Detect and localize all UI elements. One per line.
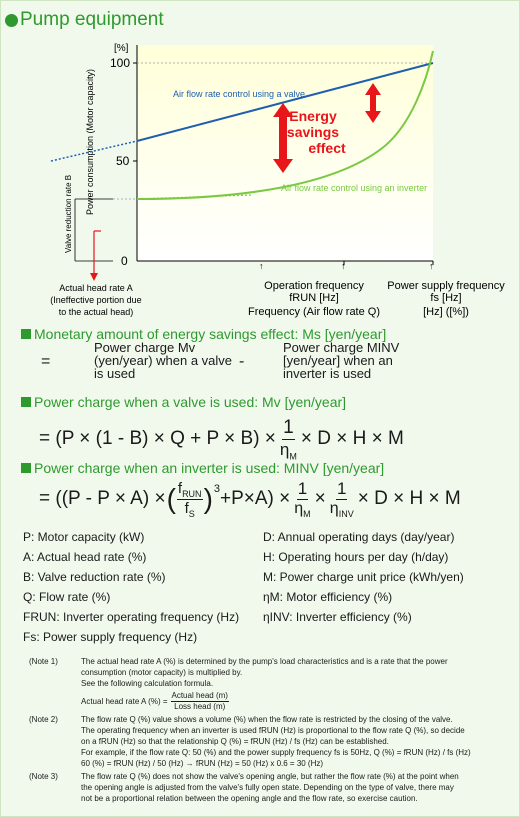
legend-d: D: Annual operating days (day/year) [263,530,455,544]
head-rate-label-1: Actual head rate A [59,283,133,293]
note2-line4: For example, if the flow rate Q: 50 (%) and the power supply frequency fs is 50Hz, Q (%) = fRUN (Hz) / fs (Hz) [81,748,471,757]
energy-savings-chart [1,33,520,323]
paren-open: ( [166,483,176,515]
eta-symbol: η [329,500,339,517]
fraction-numerator: 1 [283,417,294,438]
note2-body [81,714,511,769]
note1-fraction-den: Loss head (m) [174,702,226,711]
x-arrow-2: ↑ [341,261,346,271]
frun-symbol: f [177,479,183,497]
flow-unit-label: [Hz] ([%]) [423,306,469,318]
note2-line5: 60 (%) = fRUN (Hz) / 50 (Hz) → fRUN (Hz) = 50 (Hz) x 0.6 = 30 (Hz) [81,759,324,768]
legend-p: P: Motor capacity (kW) [23,530,145,544]
legend-frun: FRUN: Inverter operating frequency (Hz) [23,610,240,624]
note1-line1: The actual head rate A (%) is determined by the pump's load characteristics and is a rate that the power [81,657,448,666]
legend-a: A: Actual head rate (%) [23,550,147,564]
square-bullet-icon [21,329,31,339]
paren-close: ) [203,483,213,515]
head-rate-label-2: (Ineffective portion due [50,295,142,305]
valve-formula [39,417,404,461]
square-bullet-icon [21,397,31,407]
y-tick-label-0: 0 [121,254,128,268]
valve-reduction-label: Valve reduction rate B [64,174,73,253]
eta-subscript: M [289,451,297,462]
minv-block [283,341,399,380]
valve-section-title [21,394,346,410]
minv-line3: inverter is used [283,366,372,381]
energy-label-line3: effect [308,140,346,156]
note1-body [81,656,511,712]
inverter-formula-part-a: = ((P - P × A) × [39,488,166,510]
page-title-text: Pump equipment [20,9,164,30]
legend-b: B: Valve reduction rate (%) [23,570,166,584]
inverter-curve-label: Air flow rate control using an inverter [281,183,428,193]
times-symbol: × [314,488,326,510]
inverter-formula-part-b: +P×A) × [220,488,291,510]
mv-block [94,341,232,380]
head-rate-label-3: to the actual head) [58,307,134,317]
inverter-formula [39,479,461,519]
y-axis-title: Power consumption (Motor capacity) [85,68,95,215]
mv-line2: (yen/year) when a valve [94,353,233,368]
inverter-formula-part-c: × D × H × M [357,488,461,510]
head-marker-arrow [90,273,98,281]
monetary-minus: - [239,353,245,370]
y-tick-label-50: 50 [116,154,130,168]
legend-fs: Fs: Power supply frequency (Hz) [23,630,198,644]
note3-line3: not be a proportional relation between the opening angle and the flow rate, so exercise caution. [81,794,418,803]
y-unit-label: [%] [114,43,129,54]
monetary-title-text: Monetary amount of energy savings effect: Ms [yen/year] [34,326,387,342]
note3-tag: (Note 3) [29,772,58,781]
valve-title-text: Power charge when a valve is used: Mv [yen/year] [34,394,347,410]
note1-formula-left: Actual head rate A (%) = [81,697,168,706]
note2-line3: on a fRUN (Hz) so that the relationship Q (%) = fRUN (Hz) / fs (Hz) can be established. [81,737,389,746]
note2-line2: The operating frequency when an inverter is used fRUN (Hz) is proportional to the flow rate Q (%), so decide [81,726,465,735]
energy-label-line2: savings [286,124,340,140]
bullet-icon [5,14,18,27]
legend-eta-inv: ηINV: Inverter efficiency (%) [263,610,412,624]
square-bullet-icon [21,463,31,473]
fs-symbol: f [184,499,189,517]
eta-symbol: η [294,500,304,517]
energy-label-line1: Energy [289,108,337,124]
note1-fraction-num: Actual head (m) [171,691,228,700]
minv-line1: Power charge MINV [283,340,400,355]
motor-eff-fraction [294,479,310,519]
frun-subscript: RUN [182,488,202,499]
legend-h: H: Operating hours per day (h/day) [263,550,449,564]
y-tick-label-100: 100 [110,56,131,70]
legend-eta-m: ηM: Motor efficiency (%) [263,590,393,604]
mv-line1: Power charge Mv [94,340,196,355]
op-freq-label-2: fRUN [Hz] [289,292,339,304]
op-freq-label-1: Operation frequency [264,280,364,292]
mv-line3: is used [94,366,136,381]
note1-formula [81,691,511,712]
legend-q: Q: Flow rate (%) [23,590,111,604]
minv-line2: [yen/year] when an [283,353,393,368]
psf-label-1: Power supply frequency [387,280,505,292]
valve-curve-label: Air flow rate control using a valve [173,89,306,99]
legend-m: M: Power charge unit price (kWh/yen) [263,570,464,584]
eta-subscript: INV [338,509,354,520]
note2-line1: The flow rate Q (%) value shows a volume (%) when the flow rate is restricted by the closing of the valve. [81,715,453,724]
frequency-ratio [177,480,203,519]
fs-subscript: S [188,508,195,519]
inverter-section-title [21,460,384,476]
valve-formula-fraction [280,417,297,461]
note1-fraction [171,691,229,712]
valve-formula-part-a: = (P × (1 - B) × Q + P × B) × [39,428,276,450]
inverter-title-text: Power charge when an inverter is used: MINV [yen/year] [34,460,385,476]
flow-label: Frequency (Air flow rate Q) [247,306,381,318]
fraction-numerator: 1 [297,479,308,498]
psf-label-2: fs [Hz] [430,292,462,304]
eta-symbol: η [279,440,290,459]
page-title [5,9,164,31]
note3-line2: the opening angle is adjusted from the valve's fully open state. Depending on the type of valve, there may [81,783,454,792]
note3-body [81,771,511,804]
inverter-eff-fraction [330,479,354,519]
fraction-numerator: 1 [337,479,347,498]
note1-line2: consumption (motor capacity) is multiplied by. [81,668,243,677]
note1-tag: (Note 1) [29,657,58,666]
x-arrow-1: ↑ [259,261,264,271]
cube-exponent: 3 [213,483,221,495]
note2-tag: (Note 2) [29,715,58,724]
note3-line1: The flow rate Q (%) does not show the valve's opening angle, but rather the flow rate (%) at the point when [81,772,459,781]
x-arrow-3: ↑ [429,261,434,271]
valve-formula-part-b: × D × H × M [300,428,404,450]
monetary-equals: = [41,353,51,370]
note1-line3: See the following calculation formula. [81,679,214,688]
eta-subscript: M [303,509,311,520]
